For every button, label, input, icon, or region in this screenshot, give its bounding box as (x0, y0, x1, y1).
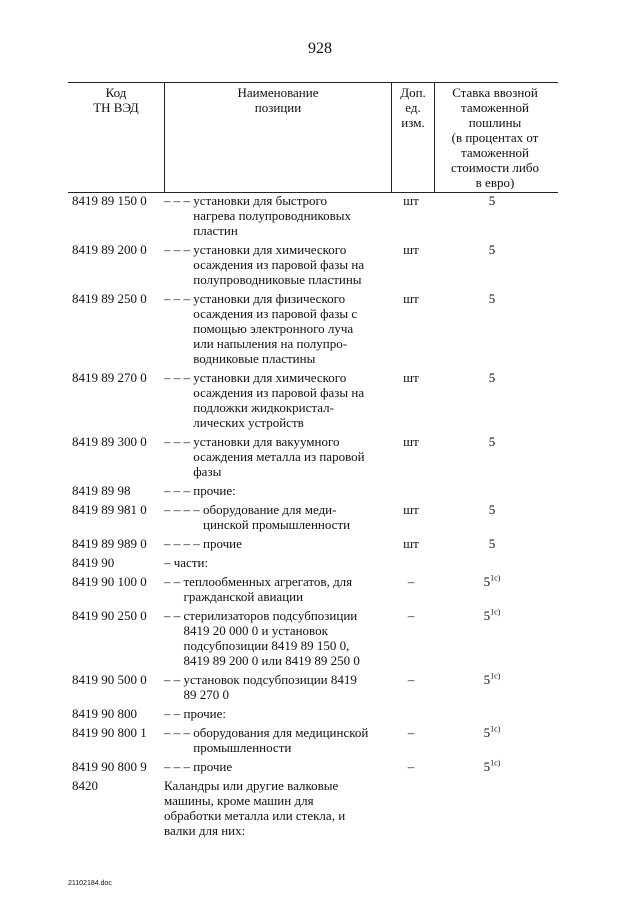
row-rate (432, 778, 552, 838)
row-name (164, 536, 390, 551)
row-dash: – – (164, 706, 184, 721)
row-name-text: прочие: (193, 483, 236, 498)
row-code: 8419 90 250 0 (72, 608, 147, 623)
row-rate (432, 759, 552, 774)
row-dash: – – – (164, 193, 194, 208)
row-rate (432, 725, 552, 755)
table-row (68, 759, 558, 774)
row-rate (432, 434, 552, 479)
row-unit (390, 706, 432, 721)
header-code: Код ТН ВЭД (93, 85, 139, 115)
row-rate-value: 5 (483, 725, 491, 740)
row-rate-value: 5 (488, 502, 496, 517)
row-rate-value: 5 (488, 536, 496, 551)
row-dash: – – – (164, 370, 194, 385)
row-name (164, 725, 390, 755)
row-code: 8420 (72, 778, 98, 793)
row-dash: – – – (164, 434, 194, 449)
header-name: Наименование позиции (164, 83, 392, 192)
table-header (68, 83, 558, 193)
header-unit: Доп. ед. изм. (392, 83, 435, 192)
row-name-text: прочие (193, 759, 233, 774)
row-rate (432, 370, 552, 430)
row-code: 8419 90 800 1 (72, 725, 147, 740)
row-code: 8419 90 100 0 (72, 574, 147, 589)
row-rate (432, 193, 552, 238)
row-dash: – – (164, 608, 184, 623)
row-name-text: части: (173, 555, 209, 570)
row-unit (390, 483, 432, 498)
row-name-text: стерилизаторов подсубпозиции 8419 20 000 0 и установок подсубпозиции 8419 89 150 0, 8419 89 200 0 или 8419 89 250 0 (183, 608, 360, 668)
row-code: 8419 90 800 (72, 706, 137, 721)
row-name-text: Каландры или другие валковые машины, кроме машин для обработки металла или стекла, и валки для них: (164, 778, 346, 838)
row-rate-value: 5 (488, 434, 496, 449)
row-name (164, 706, 390, 721)
row-unit (390, 555, 432, 570)
row-code: 8419 89 300 0 (72, 434, 147, 449)
row-dash: – – – – (164, 536, 203, 551)
row-name (164, 193, 390, 238)
table-body (68, 193, 558, 838)
row-dash: – – – (164, 483, 194, 498)
table-row (68, 672, 558, 702)
row-name-text: оборудования для медицинской промышленности (193, 725, 369, 755)
row-code: 8419 89 250 0 (72, 291, 147, 306)
row-rate-footnote: 1с) (490, 573, 501, 583)
row-code: 8419 90 800 9 (72, 759, 147, 774)
table-row (68, 242, 558, 287)
row-name (164, 759, 390, 774)
row-name-text: установки для химического осаждения из паровой фазы на полупроводниковые пластины (193, 242, 365, 287)
row-name (164, 242, 390, 287)
row-rate-value: 5 (483, 608, 491, 623)
table-row (68, 536, 558, 551)
row-rate-value: 5 (488, 370, 496, 385)
row-rate (432, 291, 552, 366)
row-name (164, 291, 390, 366)
table-row (68, 193, 558, 238)
row-name-text: установки для быстрого нагрева полупроводниковых пластин (193, 193, 352, 238)
row-dash: – – – (164, 725, 194, 740)
row-rate (432, 706, 552, 721)
table-row (68, 291, 558, 366)
row-rate-footnote: 1с) (490, 671, 501, 681)
row-dash: – – – (164, 759, 194, 774)
row-unit: шт (403, 242, 419, 257)
tariff-table (68, 82, 558, 838)
row-rate (432, 574, 552, 604)
row-unit: шт (403, 370, 419, 385)
row-rate-value: 5 (483, 672, 491, 687)
row-unit: – (407, 574, 415, 589)
row-rate (432, 483, 552, 498)
row-rate-value: 5 (483, 759, 491, 774)
row-dash: – – (164, 672, 184, 687)
row-name-text: установки для вакуумного осаждения металла из паровой фазы (193, 434, 365, 479)
row-unit: шт (403, 193, 419, 208)
row-rate (432, 608, 552, 668)
row-code: 8419 89 98 (72, 483, 131, 498)
table-row (68, 574, 558, 604)
row-name (164, 502, 390, 532)
row-dash: – (164, 555, 174, 570)
footer-filename: 21102184.doc (68, 880, 112, 887)
row-name-text: оборудование для меди- цинской промышленности (203, 502, 351, 532)
table-row (68, 370, 558, 430)
row-rate-value: 5 (483, 574, 491, 589)
row-unit: шт (403, 536, 419, 551)
row-unit (390, 778, 432, 838)
row-rate-footnote: 1с) (490, 758, 501, 768)
row-rate-footnote: 1с) (490, 724, 501, 734)
row-name (164, 483, 390, 498)
table-row (68, 483, 558, 498)
row-name-text: установок подсубпозиции 8419 89 270 0 (183, 672, 357, 702)
row-rate-value: 5 (488, 291, 496, 306)
row-name (164, 370, 390, 430)
table-row (68, 706, 558, 721)
row-dash: – – (164, 574, 184, 589)
row-name (164, 555, 390, 570)
row-rate (432, 242, 552, 287)
row-rate (432, 502, 552, 532)
row-rate-value: 5 (488, 193, 496, 208)
table-row (68, 778, 558, 838)
table-row (68, 608, 558, 668)
header-rate: Ставка ввозной таможенной пошлины (в процентах от таможенной стоимости либо в евро) (450, 85, 539, 190)
row-name-text: теплообменных агрегатов, для гражданской авиации (183, 574, 353, 604)
row-unit: шт (403, 434, 419, 449)
row-name-text: прочие: (183, 706, 226, 721)
table-row (68, 555, 558, 570)
row-code: 8419 90 (72, 555, 115, 570)
row-unit: – (407, 672, 415, 687)
row-name (164, 608, 390, 668)
row-name (164, 434, 390, 479)
row-dash: – – – (164, 242, 194, 257)
row-code: 8419 89 981 0 (72, 502, 147, 517)
row-unit: – (407, 608, 415, 623)
row-name (164, 672, 390, 702)
row-dash: – – – (164, 291, 194, 306)
row-name-text: прочие (203, 536, 242, 551)
row-rate (432, 536, 552, 551)
row-name-text: установки для химического осаждения из паровой фазы на подложки жидкокристал- лических устройств (193, 370, 365, 430)
row-rate (432, 672, 552, 702)
table-row (68, 725, 558, 755)
row-unit: – (407, 759, 415, 774)
row-rate (432, 555, 552, 570)
row-dash: – – – – (164, 502, 203, 517)
row-code: 8419 90 500 0 (72, 672, 147, 687)
row-rate-value: 5 (488, 242, 496, 257)
row-code: 8419 89 150 0 (72, 193, 147, 208)
table-row (68, 434, 558, 479)
row-unit: шт (403, 291, 419, 306)
row-code: 8419 89 270 0 (72, 370, 147, 385)
row-name (164, 778, 390, 838)
row-unit: шт (403, 502, 419, 517)
row-code: 8419 89 989 0 (72, 536, 147, 551)
row-code: 8419 89 200 0 (72, 242, 147, 257)
row-rate-footnote: 1с) (490, 607, 501, 617)
row-name-text: установки для физического осаждения из паровой фазы с помощью электронного луча или напыления на полупро- водниковые пластины (193, 291, 358, 366)
page-number: 928 (308, 40, 332, 57)
row-name (164, 574, 390, 604)
row-unit: – (407, 725, 415, 740)
table-row (68, 502, 558, 532)
